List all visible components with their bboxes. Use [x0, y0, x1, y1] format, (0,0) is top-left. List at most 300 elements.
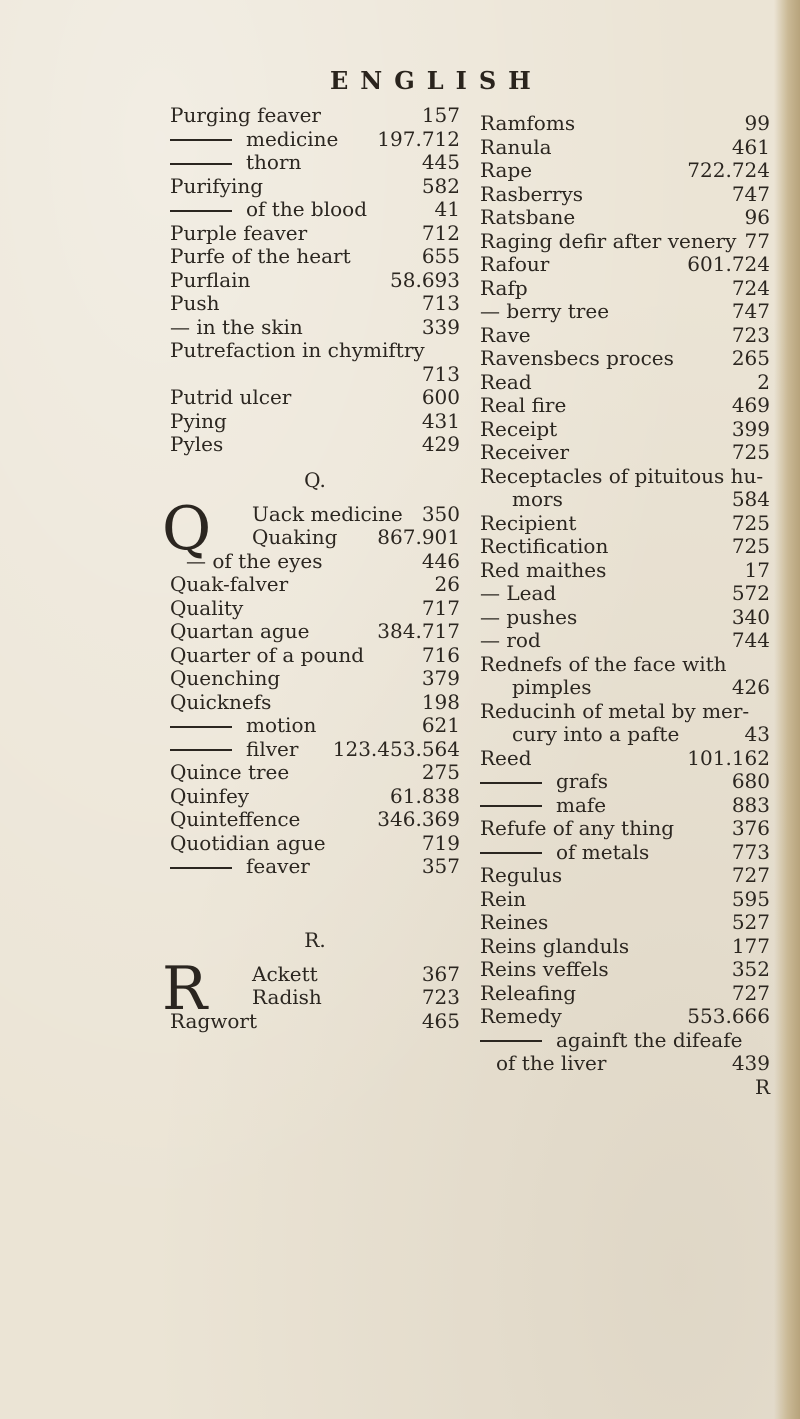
entry-term-text: Rave — [480, 322, 531, 347]
entry-pages: 744 — [731, 628, 770, 652]
entry-pages: 725 — [731, 510, 770, 535]
index-entry — [170, 620, 460, 644]
entry-term — [170, 761, 289, 785]
entry-pages: 350 — [421, 501, 460, 526]
index-entry — [170, 386, 460, 410]
entry-term-text: mors — [512, 487, 563, 511]
entry-term-text: Receiver — [480, 440, 570, 464]
index-entry — [480, 747, 770, 771]
index-entry — [480, 1005, 770, 1029]
entry-term-text: medicine — [246, 126, 339, 151]
entry-pages: 713 — [421, 291, 460, 315]
index-entry — [480, 230, 770, 254]
index-entry — [480, 324, 770, 348]
entry-pages: 553.666 — [687, 1004, 770, 1028]
entry-pages: 339 — [421, 314, 460, 339]
entry-pages: 177 — [731, 933, 770, 958]
entry-term — [252, 526, 337, 550]
entry-term-text: Rafour — [480, 252, 550, 276]
entry-pages: 601.724 — [687, 252, 770, 276]
entry-term-text: Quinfey — [170, 783, 250, 808]
index-entry — [480, 817, 770, 841]
entry-term — [170, 410, 227, 434]
index-entry — [170, 1010, 460, 1034]
entry-term — [480, 206, 575, 230]
entry-term-text: — of the eyes — [186, 548, 323, 573]
index-entry — [170, 808, 460, 832]
entry-term — [480, 253, 549, 277]
entry-pages: 99 — [744, 111, 770, 135]
index-entry — [170, 667, 460, 691]
index-entry — [170, 691, 460, 715]
entry-pages: 680 — [731, 769, 770, 793]
index-entry — [480, 136, 770, 160]
index-entry — [170, 128, 460, 152]
entry-term-text: Red maithes — [480, 557, 607, 582]
entry-pages: 600 — [421, 385, 460, 409]
entry-pages: 883 — [731, 792, 770, 817]
entry-pages: 727 — [731, 863, 770, 887]
index-entry — [480, 418, 770, 442]
index-entry — [480, 864, 770, 888]
entry-term — [252, 503, 403, 527]
entry-term-text: Raging defir after venery — [480, 228, 737, 253]
entry-pages: 527 — [731, 910, 770, 934]
entry-term — [170, 104, 321, 128]
entry-pages: 123.453.564 — [332, 736, 460, 761]
entry-term-text: Quality — [170, 595, 244, 620]
entry-term-text: Ranula — [480, 134, 552, 159]
ditto-dash — [170, 139, 232, 141]
entry-term — [170, 667, 280, 691]
index-entry — [170, 339, 460, 363]
entry-term-text: thorn — [246, 150, 302, 174]
entry-pages: 584 — [731, 487, 770, 511]
index-entry — [480, 935, 770, 959]
entry-pages: 17 — [744, 557, 770, 582]
index-entry — [480, 794, 770, 818]
entry-term-text: Purging feaver — [170, 103, 321, 127]
entry-term — [170, 269, 250, 293]
entry-term — [170, 292, 219, 316]
index-entry — [170, 198, 460, 222]
entry-term-text: Ramfoms — [480, 111, 576, 135]
index-entry — [170, 410, 460, 434]
index-entry — [170, 550, 460, 574]
entry-term-text: Purifying — [170, 173, 264, 198]
entry-pages: 716 — [421, 642, 460, 667]
index-entry — [170, 433, 460, 457]
entry-pages: 572 — [731, 581, 770, 605]
entry-pages: 197.712 — [377, 126, 460, 151]
ditto-dash — [480, 805, 542, 807]
entry-term — [480, 535, 608, 559]
index-entry — [480, 183, 770, 207]
entry-term — [480, 371, 532, 395]
entry-term-text: Rectification — [480, 534, 609, 558]
entry-pages: 723 — [731, 322, 770, 347]
entry-term — [480, 230, 736, 254]
entry-term-text: Push — [170, 291, 220, 315]
entry-term-text: Read — [480, 369, 532, 394]
entry-term — [480, 982, 576, 1006]
entry-term — [480, 864, 562, 888]
entry-pages: 773 — [731, 839, 770, 864]
entry-term-text: Purflain — [170, 267, 251, 292]
entry-pages: 352 — [731, 957, 770, 981]
entry-term — [480, 700, 749, 724]
index-entry — [170, 573, 460, 597]
entry-term-text: feaver — [246, 854, 310, 878]
entry-term-text: againft the difeafe — [556, 1027, 743, 1052]
entry-pages: 867.901 — [377, 525, 460, 549]
entry-term-text: of metals — [556, 839, 650, 864]
entry-term — [170, 222, 307, 246]
entry-pages: 340 — [731, 604, 770, 629]
entry-term — [252, 963, 318, 987]
entry-term — [170, 386, 291, 410]
entry-term-text: Reins veffels — [480, 957, 609, 981]
entry-term — [512, 676, 591, 700]
entry-pages: 26 — [434, 572, 460, 596]
entry-pages: 621 — [421, 713, 460, 737]
entry-pages: 379 — [421, 666, 460, 690]
entry-term — [480, 277, 528, 301]
entry-term — [480, 817, 674, 841]
entry-term-text: Quince tree — [170, 760, 290, 784]
entry-term — [170, 620, 309, 644]
entry-term — [170, 808, 300, 832]
entry-term — [480, 512, 576, 536]
index-entry — [480, 559, 770, 583]
entry-pages: 77 — [744, 228, 770, 253]
entry-pages: 58.693 — [390, 267, 460, 292]
entry-term — [480, 770, 608, 794]
entry-term — [480, 465, 763, 489]
ditto-dash — [480, 1040, 542, 1042]
ditto-dash — [170, 726, 232, 728]
index-entry — [480, 1052, 770, 1076]
entry-term-text: Ragwort — [170, 1008, 258, 1033]
index-entry — [170, 316, 460, 340]
entry-term-text: Ravensbecs proces — [480, 346, 674, 370]
ditto-dash — [480, 782, 542, 784]
index-entry — [480, 888, 770, 912]
p-entries — [170, 104, 460, 457]
entry-term-text: Quartan ague — [170, 619, 310, 643]
entry-term — [170, 1010, 257, 1034]
ditto-dash — [480, 852, 542, 854]
entry-pages: 461 — [731, 134, 770, 159]
r-entries — [162, 953, 460, 1034]
index-entry — [480, 676, 770, 700]
index-entry — [480, 347, 770, 371]
index-entry — [480, 371, 770, 395]
entry-term — [480, 958, 609, 982]
index-entry — [170, 738, 460, 762]
entry-term — [480, 559, 606, 583]
index-entry — [480, 700, 770, 724]
entry-term — [480, 324, 531, 348]
index-entry — [480, 723, 770, 747]
entry-term-text: Uack medicine — [252, 501, 403, 526]
entry-term — [480, 582, 556, 606]
entry-term-text: Quenching — [170, 666, 281, 690]
entry-pages: 727 — [731, 980, 770, 1005]
entry-term — [480, 441, 569, 465]
entry-term-text: Reed — [480, 745, 532, 770]
entry-term-text: Quinteffence — [170, 807, 301, 831]
index-entry — [170, 503, 460, 527]
entry-term-text: Rein — [480, 886, 527, 911]
entry-term — [170, 339, 425, 363]
entry-term — [480, 606, 577, 630]
entry-term-text: — pushes — [480, 604, 578, 629]
entry-term-text: Purfe of the heart — [170, 244, 351, 268]
entry-term — [170, 433, 223, 457]
index-entry — [480, 253, 770, 277]
index-entry — [170, 222, 460, 246]
entry-term-text: Rednefs of the face with — [480, 651, 727, 676]
entry-term — [170, 573, 288, 597]
entry-term-text: Receptacles of pituitous hu- — [480, 463, 764, 488]
index-entry — [170, 986, 460, 1010]
entry-term — [480, 418, 557, 442]
entry-term-text: — berry tree — [480, 299, 610, 323]
entry-term — [480, 394, 566, 418]
index-entry — [170, 644, 460, 668]
index-entry — [170, 832, 460, 856]
entry-term-text: filver — [246, 736, 299, 761]
entry-term-text: Putrid ulcer — [170, 385, 292, 409]
entry-term — [480, 159, 532, 183]
entry-term-text: of the liver — [496, 1051, 607, 1075]
index-entry — [480, 653, 770, 677]
entry-term — [480, 794, 606, 818]
entry-term-text: Quotidian ague — [170, 830, 326, 855]
entry-term — [480, 653, 727, 677]
entry-pages: 198 — [421, 689, 460, 714]
index-entry — [170, 855, 460, 879]
entry-term — [480, 347, 674, 371]
entry-pages: 747 — [731, 299, 770, 323]
entry-term — [170, 245, 351, 269]
entry-term-text: Purple feaver — [170, 220, 308, 245]
index-entry — [170, 175, 460, 199]
entry-pages: 346.369 — [377, 807, 460, 831]
entry-term-text: Rasberrys — [480, 181, 584, 206]
entry-term-text: grafs — [556, 769, 608, 793]
entry-term — [480, 183, 583, 207]
entry-pages: 725 — [731, 534, 770, 558]
entry-term — [170, 198, 367, 222]
index-entry — [480, 206, 770, 230]
entry-term — [186, 550, 323, 574]
entry-term — [512, 723, 679, 747]
index-entry — [170, 963, 460, 987]
entry-pages: 725 — [731, 440, 770, 464]
index-entry — [480, 958, 770, 982]
index-entry — [480, 1029, 770, 1053]
entry-term — [480, 300, 609, 324]
index-entry — [170, 269, 460, 293]
index-entry — [480, 629, 770, 653]
entry-term — [170, 832, 326, 856]
entry-term — [170, 855, 310, 879]
entry-term — [480, 888, 526, 912]
entry-term — [170, 316, 303, 340]
entry-pages: 717 — [421, 595, 460, 620]
entry-term — [170, 151, 301, 175]
entry-term — [496, 1052, 606, 1076]
entry-term-text: — Lead — [480, 581, 557, 605]
entry-term-text: Ackett — [252, 961, 318, 986]
index-entry — [480, 770, 770, 794]
entry-term-text: Putrefaction in chymiftry — [170, 338, 425, 362]
entry-term-text: Reines — [480, 910, 549, 934]
entry-pages: 431 — [421, 408, 460, 433]
entry-pages: 446 — [421, 548, 460, 573]
index-entry — [480, 982, 770, 1006]
entry-term — [170, 175, 263, 199]
entry-term-text: Reins glanduls — [480, 933, 630, 958]
entry-pages: 595 — [731, 886, 770, 911]
index-entry — [170, 597, 460, 621]
ditto-dash — [170, 210, 232, 212]
entry-term — [480, 136, 552, 160]
entry-term — [170, 691, 271, 715]
entry-term — [170, 714, 316, 738]
index-entry — [170, 363, 460, 387]
entry-term-text: Receipt — [480, 416, 558, 441]
entry-term-text: of the blood — [246, 197, 367, 221]
index-entry — [170, 714, 460, 738]
entry-pages: 399 — [731, 416, 770, 441]
index-entry — [480, 911, 770, 935]
entry-term — [480, 841, 649, 865]
entry-term-text: Pying — [170, 408, 227, 433]
entry-term-text: Ratsbane — [480, 205, 576, 229]
index-entry — [480, 465, 770, 489]
index-entry — [480, 112, 770, 136]
dropcap-r: R — [162, 953, 208, 1024]
entry-term-text: mafe — [556, 792, 607, 817]
entry-pages: 429 — [421, 432, 460, 456]
entry-term — [480, 1029, 742, 1053]
index-entry — [170, 245, 460, 269]
entry-term-text: — in the skin — [170, 314, 303, 339]
index-entry — [170, 785, 460, 809]
entry-pages: 439 — [731, 1051, 770, 1075]
entry-term — [170, 644, 364, 668]
index-entry — [170, 526, 460, 550]
entry-pages: 655 — [421, 244, 460, 268]
section-heading-r: R. — [304, 927, 326, 952]
entry-term — [252, 986, 322, 1010]
entry-pages: 2 — [757, 369, 770, 394]
right-column — [480, 112, 770, 1099]
q-entries — [162, 493, 460, 879]
index-entry — [170, 292, 460, 316]
index-entry — [480, 394, 770, 418]
entry-term-text: Pyles — [170, 432, 224, 456]
entry-term — [480, 629, 541, 653]
index-entry — [480, 841, 770, 865]
entry-term-text: Rape — [480, 158, 533, 182]
entry-term-text: — rod — [480, 628, 541, 652]
entry-pages: 712 — [421, 220, 460, 245]
section-heading-q: Q. — [304, 467, 326, 492]
running-head: ENGLISH — [330, 66, 543, 95]
entry-term-text: motion — [246, 713, 317, 737]
dropcap-q: Q — [162, 493, 212, 564]
entry-pages: 376 — [731, 816, 770, 840]
entry-pages: 43 — [744, 722, 770, 746]
entry-pages: 275 — [421, 760, 460, 784]
entry-term-text: Radish — [252, 985, 322, 1009]
index-entry — [480, 300, 770, 324]
ditto-dash — [170, 867, 232, 869]
entry-term-text: Quak-falver — [170, 572, 289, 596]
entry-term-text: cury into a pafte — [512, 722, 680, 746]
entry-term — [512, 488, 563, 512]
entry-pages: 357 — [421, 854, 460, 878]
index-entry — [480, 277, 770, 301]
ditto-dash — [170, 749, 232, 751]
entry-pages: 265 — [731, 346, 770, 370]
index-entry — [480, 159, 770, 183]
entry-pages: 96 — [744, 205, 770, 229]
entry-term — [480, 935, 629, 959]
entry-term — [170, 738, 298, 762]
entry-pages: 723 — [421, 985, 460, 1009]
entry-pages: 719 — [421, 830, 460, 855]
entry-pages: 101.162 — [687, 745, 770, 770]
entry-term — [480, 112, 575, 136]
entry-term-text: Quarter of a pound — [170, 642, 365, 667]
entry-term — [170, 785, 249, 809]
entry-pages: 465 — [421, 1008, 460, 1033]
entry-term-text: Quaking — [252, 525, 338, 549]
entry-term-text: Real fire — [480, 393, 567, 417]
index-entry — [480, 512, 770, 536]
entry-term — [170, 597, 243, 621]
entry-pages: 426 — [731, 675, 770, 699]
entry-term-text: Recipient — [480, 510, 577, 535]
entry-pages: 61.838 — [390, 783, 460, 808]
index-entry — [480, 606, 770, 630]
r-entries-continued — [480, 112, 770, 1076]
entry-pages: 41 — [434, 197, 460, 221]
entry-term-text: Remedy — [480, 1004, 562, 1028]
entry-term — [480, 911, 548, 935]
entry-pages: 582 — [421, 173, 460, 198]
entry-pages: 713 — [421, 361, 460, 386]
catchword: R — [754, 1074, 770, 1099]
entry-term — [170, 128, 338, 152]
index-entry — [480, 582, 770, 606]
entry-term — [480, 747, 532, 771]
index-entry — [480, 535, 770, 559]
page-edge — [774, 0, 800, 1419]
entry-pages: 469 — [731, 393, 770, 417]
ditto-dash — [170, 163, 232, 165]
entry-term-text: Refufe of any thing — [480, 816, 675, 840]
index-entry — [170, 761, 460, 785]
entry-term-text: Releafing — [480, 980, 577, 1005]
entry-term-text: Reducinh of metal by mer- — [480, 698, 750, 723]
index-entry — [480, 441, 770, 465]
